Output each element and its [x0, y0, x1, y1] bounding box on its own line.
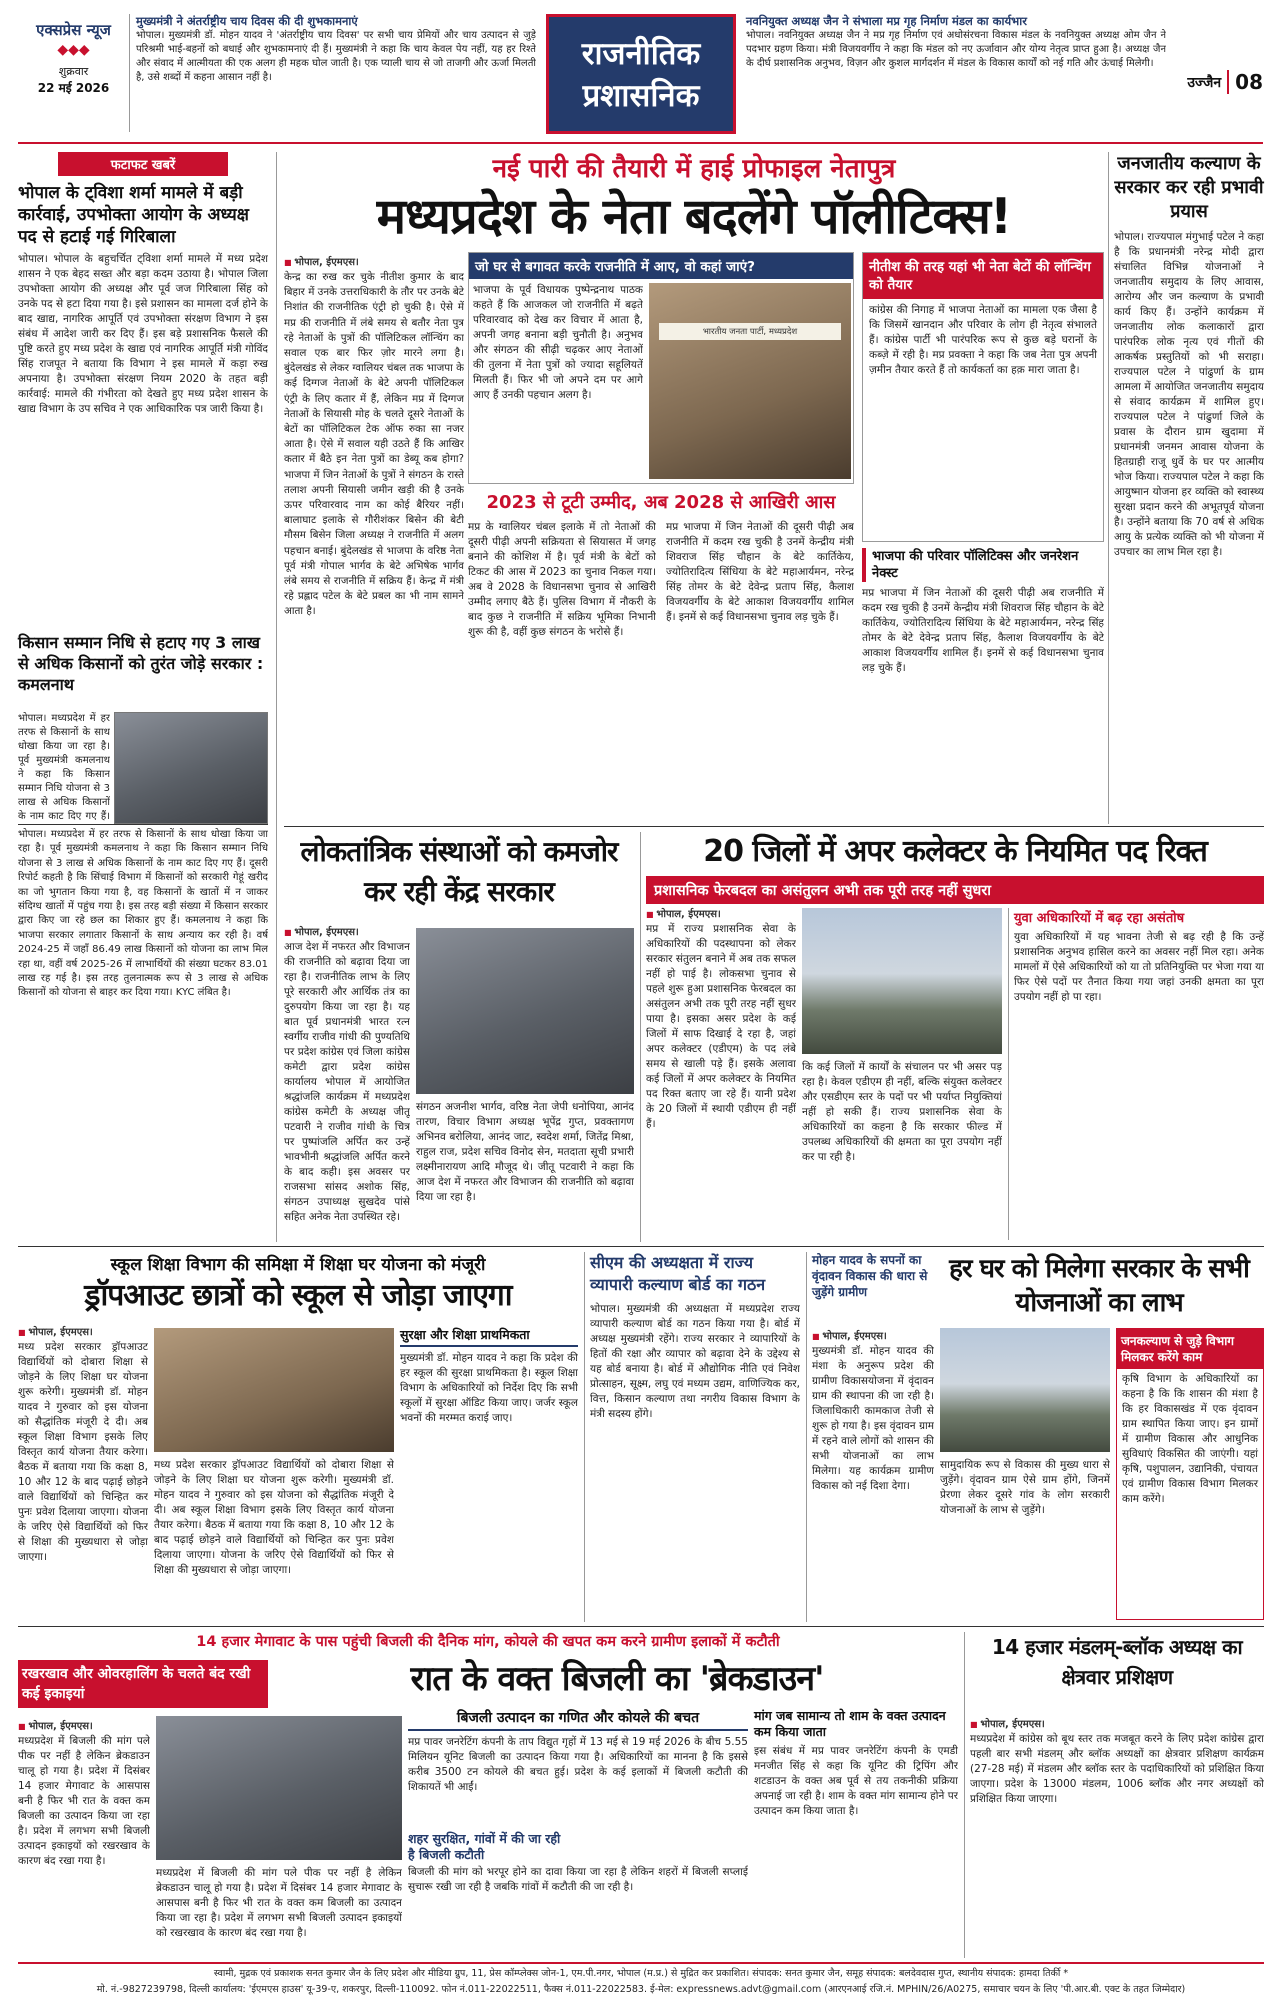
mandalam-body: मध्यप्रदेश में कांग्रेस को बूथ स्तर तक मजबूत करने के लिए प्रदेश कांग्रेस द्वारा पहली बार सभी मंडलम् और ब्लॉक अध्यक्षों का क्षेत्रवार प्रशिक्षण कार्यक्रम (27-28 मई) में मंडलम और ब्लॉक स्तर के पदाधिकारियों को प्रशिक्षित किया जाएगा। प्रदेश के 13000 मंडलम, 1006 ब्लॉक और नगर अध्यक्षों को प्रशिक्षित किया जाएगा। [970, 1733, 1264, 1805]
lead-story [284, 152, 1104, 824]
mandalam-story [970, 1632, 1264, 1958]
box-family-title: भाजपा की परिवार पॉलिटिक्स और जनरेशन नेक्स्ट [862, 548, 1104, 582]
brief-tea-day [136, 14, 536, 132]
village-box-body: कृषि विभाग के अधिकारियों का कहना है कि कि शासन की मंशा है कि हर विकासखंड में एक वृंदावन ग्राम स्थापित किया जाए। इन ग्रामों में ग्रामीण विकास और आधुनिक सुविधाएं विकसित की जाएंगी। यहां कृषि, पशुपालन, उद्यानिकी, पंचायत एवं ग्रामीण विकास विभाग मिलकर काम करेंगे। [1122, 1373, 1258, 1505]
section-title-line1: राजनीतिक [581, 36, 701, 72]
tribal-welfare-story [1114, 152, 1264, 824]
coal-box-title: बिजली उत्पादन का गणित और कोयले की बचत [408, 1708, 748, 1731]
village-headline: हर घर को मिलेगा सरकार के सभी योजनाओं का लाभ [949, 1254, 1249, 1318]
congress-body: आज देश में नफरत और विभाजन की राजनीति को बढ़ावा दिया जा रहा है। राजनीतिक लाभ के लिए पूरे सरकारी और आर्थिक तंत्र का दुरुपयोग किया जा रहा है। यह बात पूर्व प्रधानमंत्री भारत रत्न स्वर्गीय राजीव गांधी की पुण्यतिथि पर प्रदेश कांग्रेस एवं जिला कांग्रेस कमेटी द्वारा प्रदेश कांग्रेस कार्यालय भोपाल में आयोजित श्रद्धांजलि कार्यक्रम में मध्यप्रदेश कांग्रेस कमेटी के अध्यक्ष जीतू पटवारी ने राजीव गांधी के चित्र पर पुष्पांजलि अर्पित कर उन्हें भावभीनी श्रद्धांजलि अर्पित करने के बाद कही। इस अवसर पर राजसभा सांसद अशोक सिंह, संगठन उपाध्यक्ष सुखदेव पांसे सहित अनेक नेता उपस्थित रहे। [284, 941, 410, 1223]
mandalam-byline: ■ भोपाल, ईएमएस। [970, 1716, 1045, 1730]
coal-box [408, 1708, 748, 1956]
power-byline: ■ भोपाल, ईएमएस। [18, 1718, 93, 1732]
lead-headline: मध्यप्रदेश के नेता बदलेंगे पॉलीटिक्स! [376, 188, 1012, 245]
coal-box-body: मप्र पावर जनरेटिंग कंपनी के ताप विद्युत गृहों में 13 मई से 19 मई 2026 के बीच 5.55 मिलियन यूनिट बिजली का उत्पादन किया गया है। अधिकारियों का मानना है कि इससे करीब 3500 टन कोयले की बचत हुई। प्रदेश के कई इलाकों में बिजली कटौती की शिकायतें भी आईं। [408, 1736, 748, 1793]
school-kicker: स्कूल शिक्षा विभाग की समिक्षा में शिक्षा घर योजना को मंजूरी [110, 1255, 486, 1275]
tribal-body: भोपाल। राज्यपाल मंगुभाई पटेल ने कहा है कि प्रधानमंत्री नरेन्द्र मोदी द्वारा संचालित विभिन्न योजनाओं ने जनजातीय समुदाय के लिए आवास, आरोग्य और जन कल्याण के प्रभावी कार्य किए हैं। उन्होंने कार्यक्रम में जनजातीय लोक कलाकारों द्वारा पारंपरिक लोक नृत्य एवं गीतों की आकर्षक प्रस्तुतियों को भी सराहा। राज्यपाल पटेल ने पांढुर्णा के ग्राम आमला में आयोजित जनजातीय समुदाय से संवाद कार्यक्रम में शामिल हुए। राज्यपाल पटेल ने पांढुर्णा जिले के प्रवास के दौरान ग्राम खुदामा में प्रधानमंत्री जनमन आवास योजना के हितग्राही राजू धुर्वे के घर पर आत्मीय भोज किया। राज्यपाल पटेल ने कहा कि आयुष्मान योजना हर व्यक्ति को स्वास्थ्य सुरक्षा प्रदान करने की अभूतपूर्व योजना है। उन्होंने बताया कि 70 वर्ष से अधिक आयु के प्रत्येक व्यक्ति को भी योजना में उपचार का लाभ मिल रहा है। [1114, 231, 1264, 558]
box-family-body: मप्र भाजपा में जिन नेताओं की दूसरी पीढ़ी अब राजनीति में कदम रख चुकी है उनमें केन्द्रीय मंत्री शिवराज सिंह चौहान के बेटे कार्तिकेय, ज्योतिरादित्य सिंधिया के बेटे महाआर्यमन, नरेन्द्र सिंह तोमर के बेटे देवेन्द्र प्रताप सिंह, कैलाश विजयवर्गीय के बेटे आकाश विजयवर्गीय शामिल हैं। इनमें से कई विधानसभा चुनाव लड़ चुके हैं। [862, 587, 1104, 674]
tribal-headline: जनजातीय कल्याण के सरकार कर रही प्रभावी प्रयास [1114, 153, 1264, 222]
box-launching [862, 252, 1104, 542]
brief-housing-title: नवनियुक्त अध्यक्ष जैन ने संभाला मप्र गृह निर्माण मंडल का कार्यभार [746, 14, 1027, 28]
box-launching-title: नीतीश की तरह यहां भी नेता बेटों की लॉन्चिंग को तैयार [863, 253, 1103, 299]
collectorate-photo [802, 908, 1002, 1054]
congress-byline: ■ भोपाल, ईएमएस। [284, 924, 359, 938]
brief-tea-title: मुख्यमंत्री ने अंतर्राष्ट्रीय चाय दिवस की दी शुभकामनाएं [136, 14, 358, 28]
box-2028 [468, 490, 854, 830]
safety-title: सुरक्षा और शिक्षा प्राथमिकता [400, 1326, 578, 1347]
imprint-footer [18, 1966, 1264, 2002]
village-box-title: जनकल्याण से जुड़े विभाग मिलकर करेंगे काम [1117, 1329, 1263, 1369]
bjp-office-sign: भारतीय जनता पार्टी, मध्यप्रदेश [659, 323, 841, 340]
school-byline: ■ भोपाल, ईएमएस। [18, 1324, 93, 1338]
story1-headline: भोपाल के ट्विशा शर्मा मामले में बड़ी कार्रवाई, उपभोक्ता आयोग के अध्यक्ष पद से हटाई गई गिरिबाला [18, 183, 249, 247]
box-2028-title: 2023 से टूटी उम्मीद, अब 2028 से आखिरी आस [486, 492, 836, 513]
power-body: मध्यप्रदेश में बिजली की मांग पले पीक पर नहीं है लेकिन ब्रेकडाउन चालू हो गया है। प्रदेश में दिसंबर 14 हजार मेगावाट के आसपास बनी है फिर भी रात के वक्त कम बिजली का उत्पादन किया जा रहा है। प्रदेश में लगभग सभी बिजली उत्पादन इकाइयों को रखरखाव के कारण बंद रखा गया है। [18, 1735, 150, 1867]
village-byline: ■ भोपाल, ईएमएस। [812, 1328, 887, 1342]
demand-body: इस संबंध में मप्र पावर जनरेटिंग कंपनी के एमडी मनजीत सिंह से कहा कि यूनिट की ट्रिपिंग और शटडाउन के वक्त अब पूर्व से तय तकनीकी प्रक्रिया अपनाई जा रही है। शाम के वक्त मांग सामान्य होने पर उत्पादन कम किया जाता है। [754, 1745, 958, 1817]
story1-body: भोपाल। भोपाल के बहुचर्चित ट्विशा शर्मा मामले में मध्य प्रदेश शासन ने एक बेहद सख्त और बड़ा कदम उठाया है। भोपाल जिला उपभोक्ता आयोग की अध्यक्ष और पूर्व जज गिरिबाला सिंह को उनके पद से हटा दिया गया है। इसे प्रशासन का मामला दर्ज होने के बाद खाद्य, नागरिक आपूर्ति एवं उपभोक्ता संरक्षण विभाग ने इस संबंध में आदेश जारी कर दिए हैं। इस बड़े प्रशासनिक फैसले की पुष्टि करते हुए मध्य प्रदेश के खाद्य एवं नागरिक आपूर्ति मंत्री गोविंद सिंह राजपूत ने बताया कि विभाग ने इस मामले में कड़ा रुख अपनाया है। उपभोक्ता संरक्षण नियम 2020 के तहत बड़ी कार्रवाई: मामले की गंभीरता को देखते हुए मध्य प्रदेश शासन के खाद्य विभाग के उप सचिव ने एक आधिकारिक पत्र जारी किया है। [18, 253, 268, 415]
issue-date: 22 मई 2026 [37, 81, 110, 95]
imprint-line2: मो. नं.-9827239798, दिल्ली कार्यालय: 'ईएमएस हाउस' यू-39-ए, शकरपुर, दिल्ली-110092. फोन नं.011-22022511, फैक्स नं.011-22022583. ई-मेल: expressnews.advt@gmail.com (आरएनआई रजि.नं. MPHIN/26/A0275, समाचार चयन के लिए 'पी.आर.बी. एक्ट के तहत जिम्मेदार) [96, 1984, 1186, 1995]
page-number: 08 [1227, 70, 1263, 94]
trader-board-headline: सीएम की अध्यक्षता में राज्य व्यापारी कल्याण बोर्ड का गठन [590, 1253, 766, 1294]
collector-byline: ■ भोपाल, ईएमएस। [646, 906, 721, 920]
lead-kicker: नई पारी की तैयारी में हाई प्रोफाइल नेतापुत्र [492, 154, 896, 184]
brief-housing-board [746, 14, 1166, 132]
village-kicker: मोहन यादव के सपनों का वृंदावन विकास की धारा से जुड़ेंगे ग्रामीण [812, 1253, 928, 1299]
box-2028-body-b: मप्र भाजपा में जिन नेताओं की दूसरी पीढ़ी अब राजनीति में कदम रख चुकी है उनमें केन्द्रीय मंत्री शिवराज सिंह चौहान के बेटे कार्तिकेय, ज्योतिरादित्य सिंधिया के बेटे महाआर्यमन, नरेन्द्र सिंह तोमर के बेटे देवेन्द्र प्रताप सिंह, कैलाश विजयवर्गीय के बेटे आकाश विजयवर्गीय शामिल हैं। इनमें से कई विधानसभा चुनाव लड़ चुके हैं। [666, 521, 854, 623]
lead-byline: ■ भोपाल, ईएमएस। [284, 254, 359, 268]
mandalam-headline: 14 हजार मंडलम्-ब्लॉक अध्यक्ष का क्षेत्रवार प्रशिक्षण [991, 1635, 1243, 1689]
lead-body: केन्द्र का रुख कर चुके नीतीश कुमार के बाद बिहार में उनके उत्तराधिकारी के तौर पर उनके बेटे निशांत की राजनीतिक एंट्री हो चुकी है। ऐसे में मप्र की राजनीति में लंबे समय से बतौर नेता पुत्र रहे नेताओं के पुत्रों की पॉलिटिकल लॉन्चिंग का सवाल एक बार फिर ज़ोर मारने लगा है। बुंदेलखंड से लेकर ग्वालियर चंबल तक भाजपा के कई दिग्गज नेताओं के बेटे अपनी पॉलिटिकल एंट्री के लिए कतार में हैं, लेकिन मप्र में दिग्गज नेताओं के सियासी मोह के चलते दूसरे नेताओं के बेटों का पॉलिटिकल टेक ऑफ रुका सा नजर आता है। ऐसे में सवाल यही उठते हैं कि आखिर कतार में बैठे इन नेता पुत्रों का डेब्यू कब होगा? भाजपा में जिन नेताओं के पुत्रों ने संगठन के रास्ते तलाश अपनी सियासी जमीन खड़ी की है उनके ऊपर परिवारवाद नाम का कोई बैरियर नहीं। बालाघाट इलाके से गौरीशंकर बिसेन की बेटी मौसम बिसेन जिला अध्यक्ष ने राजनीति में अलग पहचान बनाई। बुंदेलखंड से भाजपा के वरिष्ठ नेता पूर्व मंत्री गोपाल भार्गव के बेटे अभिषेक भार्गव लंबे समय से राजनीति में सक्रिय हैं। केन्द्र में मंत्री रहे प्रह्लाद पटेल के बेटे प्रबल का भी नाम सामने आता है। [284, 271, 464, 618]
section-title-box [546, 14, 736, 134]
congress-story [284, 832, 634, 1242]
collector-body-2: कि कई जिलों में कार्यों के संचालन पर भी असर पड़ रहा है। केवल एडीएम ही नहीं, बल्कि संयुक्त कलेक्टर और एसडीएम स्तर के पदों पर भी पर्याप्त नियुक्तियां नहीं हो सकी हैं। राज्य प्रशासनिक सेवा के अधिकारियों का कहना है कि सरकार फील्ड में उपलब्ध अधिकारियों की क्षमता का पूरा उपयोग नहीं कर पा रही है। [802, 1061, 1002, 1163]
village-story [812, 1252, 1264, 1622]
power-strip: 14 हजार मेगावाट के पास पहुंची बिजली की दैनिक मांग, कोयले की खपत कम करने ग्रामीण इलाकों में कटौती [196, 1634, 780, 1650]
village-body: मुख्यमंत्री डॉ. मोहन यादव की मंशा के अनुरूप प्रदेश की ग्रामीण विकासयोजना में वृंदावन ग्राम की स्थापना की जा रही है। जिलाधिकारी कामकाज तेजी से शुरू हो गया है। इस वृंदावन ग्राम में रहने वाले लोगों को शासन की सभी योजनाओं का लाभ मिलेगा। यह कार्यक्रम ग्रामीण विकास को नई दिशा देगा। [812, 1345, 934, 1492]
city-cut-title: शहर सुरक्षित, गांवों में की जा रही है बिजली कटौती [408, 1831, 561, 1862]
collector-story [646, 832, 1264, 1242]
collector-strip: प्रशासनिक फेरबदल का असंतुलन अभी तक पूरी तरह नहीं सुधरा [646, 876, 1264, 904]
collector-body: मप्र में राज्य प्रशासनिक सेवा के अधिकारियों की पदस्थापना को लेकर सरकार संतुलन बनाने में अब तक सफल नहीं हो पाई है। लोकसभा चुनाव से पहले शुरू हुआ प्रशासनिक फेरबदल का असंतुलन अभी तक पूरी तरह नहीं सुधर पाया है। इसका असर प्रदेश के कई जिलों में साफ दिखाई दे रहा है, जहां अपर कलेक्टर (एडीएम) के पद लंबे समय से खाली पड़े हैं। इसके अलावा कई जिलों में अपर कलेक्टर के नियमित पद रिक्त बताए जा रहे हैं। यानी प्रदेश के 20 जिलों में स्थायी एडीएम ही नहीं हैं। [646, 923, 796, 1130]
brief-housing-body: भोपाल। नवनियुक्त अध्यक्ष जैन ने मप्र गृह निर्माण एवं अधोसंरचना विकास मंडल के नवनियुक्त अध्यक्ष ओम जैन ने पदभार ग्रहण किया। मंत्री विजयवर्गीय ने कहा कि मंडल को नए ऊर्जावान और योग्य नेतृत्व प्राप्त हुआ है। अध्यक्ष जैन के दीर्घ प्रशासनिक अनुभव, विज़न और कुशल मार्गदर्शन में मंडल के विकास कार्यों को नई गति और ऊंचाई मिलेगी। [746, 30, 1166, 69]
section-title-line2: प्रशासनिक [582, 78, 700, 114]
imprint-line1: स्वामी, मुद्रक एवं प्रकाशक सनत कुमार जैन के लिए प्रदेश और मीडिया ग्रुप, 11, प्रेस कॉम्प्लेक्स जोन-1, एम.पी.नगर, भोपाल (म.प्र.) से मुद्रित कर प्रकाशित। संपादक: सनत कुमार जैन, समूह संपादक: बलदेवदास गुप्त, स्थानीय संपादक: हामदा तिर्की * [213, 1968, 1069, 1979]
box-2028-body-a: मप्र के ग्वालियर चंबल इलाके में तो नेताओं की दूसरी पीढ़ी अपनी सक्रियता से सियासत में जगह बनाने की कोशिश में है। पूर्व मंत्री के बेटों को टिकट की आस में 2023 का चुनाव निकल गया। अब वे 2028 के विधानसभा चुनाव से आखिरी उम्मीद लगाए बैठे हैं। पुलिस विभाग में नौकरी के बाद कुछ ने राजनीति में सक्रिय भूमिका निभानी शुरू की है, वहीं कुछ संगठन के भरोसे हैं। [468, 521, 656, 638]
story2-headline: किसान सम्मान निधि से हटाए गए 3 लाख से अधिक किसानों को तुरंत जोड़े सरकार : कमलनाथ [18, 633, 264, 694]
safety-box [400, 1326, 578, 1620]
demand-box [754, 1708, 958, 1956]
box-rebels-title: जो घर से बगावत करके राजनीति में आए, वो कहां जाएं? [469, 253, 853, 279]
brief-tea-body: भोपाल। मुख्यमंत्री डॉ. मोहन यादव ने 'अंतर्राष्ट्रीय चाय दिवस' पर सभी चाय प्रेमियों और चाय उत्पादन से जुड़े परिश्रमी भाई-बहनों को बधाई और शुभकामनाएं दी हैं। मुख्यमंत्री ने कहा कि चाय केवल पेय नहीं, यह हर रिश्ते और संवाद में आत्मीयता की एक अलग ही महक घोल जाती है। एक प्याली चाय से जो ताजगी और ऊर्जा मिलती है, उसे शब्दों में कहना आसान नहीं है। [136, 30, 536, 83]
congress-headline: लोकतांत्रिक संस्थाओं को कमजोर कर रही केंद्र सरकार [300, 835, 618, 908]
left-news-column [18, 152, 268, 1242]
power-body-2: मध्यप्रदेश में बिजली की मांग पले पीक पर नहीं है लेकिन ब्रेकडाउन चालू हो गया है। प्रदेश में दिसंबर 14 हजार मेगावाट के आसपास बनी है फिर भी रात के वक्त कम बिजली का उत्पादन किया जा रहा है। प्रदेश में लगभग सभी बिजली उत्पादन इकाइयों को रखरखाव के कारण बंद रखा गया है। [156, 1867, 402, 1939]
power-side-label: रखरखाव और ओवरहालिंग के चलते बंद रखी कई इकाइयां [18, 1660, 268, 1708]
power-story [18, 1632, 958, 1958]
young-officers-title: युवा अधिकारियों में बढ़ रहा असंतोष [1014, 911, 1185, 926]
trader-board-story [590, 1252, 800, 1622]
power-headline: रात के वक्त बिजली का 'ब्रेकडाउन' [410, 1659, 824, 1699]
school-body: मध्य प्रदेश सरकार ड्रॉपआउट विद्यार्थियों को दोबारा शिक्षा से जोड़ने के लिए शिक्षा घर योजना शुरू करेगी। मुख्यमंत्री डॉ. मोहन यादव ने गुरुवार को इस योजना को सैद्धांतिक मंजूरी दे दी। अब स्कूल शिक्षा विभाग इसके लिए विस्तृत कार्य योजना तैयार करेगा। बैठक में बताया गया कि कक्षा 8, 10 और 12 के बाद पढ़ाई छोड़ने वाले विद्यार्थियों को चिन्हित कर पुनः प्रवेश दिलाया जाएगा। योजना के जरिए ऐसे विद्यार्थियों को फिर से शिक्षा की मुख्यधारा से जोड़ा जाएगा। [18, 1341, 148, 1563]
masthead [18, 14, 1263, 140]
vrindavan-village-photo [940, 1328, 1110, 1452]
story2-body-continued: भोपाल। मध्यप्रदेश में हर तरफ से किसानों के साथ धोखा किया जा रहा है। पूर्व मुख्यमंत्री कमलनाथ ने कहा कि किसान सम्मान निधि योजना से 3 लाख से अधिक किसानों के नाम काट दिए गए हैं। दूसरी रिपोर्ट कहती है कि सिंचाई विभाग में किसानों को सरकारी गेहूं खरीद का जो भुगतान किया गया है, वह किसानों के खातों में न जाकर संदिग्ध खातों में पहुंच गया है। इस तरह बड़ी संख्या में किसान सरकार द्वारा किए जा रहे छल का शिकार हुए हैं। कमलनाथ ने कहा कि भाजपा सरकार लगातार किसानों के साथ अन्याय कर रही है। वर्ष 2024-25 में जहाँ 86.49 लाख किसानों को योजना का लाभ मिल रहा था, वहीं वर्ष 2025-26 में लाभार्थियों की संख्या घटकर 83.01 लाख रह गई है। इस तरह तुलनात्मक रूप से 3 लाख से अधिक किसानों को योजना से बाहर कर दिया गया। KYC लंबित है। [18, 829, 268, 999]
patwari-photo [416, 928, 634, 1094]
collector-headline: 20 जिलों में अपर कलेक्टर के नियमित पद रिक्त [703, 834, 1207, 869]
demand-title: मांग जब सामान्य तो शाम के वक्त उत्पादन कम किया जाता [754, 1708, 946, 1739]
fatafat-label: फटाफट खबरें [58, 152, 228, 176]
box-rebels-body: भाजपा के पूर्व विधायक पुष्पेन्द्रनाथ पाठक कहते हैं कि आजकल जो राजनीति में बढ़ते परिवारवाद को देख कर विचार में आता है, अपनी जगह बनाना बड़ी चुनौती है। अनुभव और संगठन की सीढ़ी चढ़कर आए नेताओं की तुलना में नेता पुत्रों को ज्यादा सहूलियतें मिलती हैं। फिर भी जो अपने दम पर आगे आए हैं उनकी पहचान अलग है। [473, 284, 643, 401]
bjp-office-photo [649, 283, 851, 479]
classroom-photo [154, 1328, 394, 1452]
school-headline: ड्रॉपआउट छात्रों को स्कूल से जोड़ा जाएगा [84, 1278, 512, 1313]
brand-diamond-icon: ◆◆◆ [57, 42, 90, 58]
brand-name: एक्सप्रेस न्यूज [36, 21, 111, 39]
city-name: उज्जैन [1187, 74, 1222, 91]
issue-day: शुक्रवार [58, 65, 89, 78]
school-story [18, 1252, 578, 1622]
brand-box [18, 14, 130, 132]
kamalnath-photo [114, 712, 268, 824]
safety-body: मुख्यमंत्री डॉ. मोहन यादव ने कहा कि प्रदेश की हर स्कूल की सुरक्षा प्राथमिकता है। स्कूल शिक्षा विभाग के अधिकारियों को निर्देश दिए कि सभी स्कूलों में सुरक्षा ऑडिट किया जाए। जर्जर स्कूल भवनों की मरम्मत कराई जाए। [400, 1352, 578, 1424]
box-family-politics [862, 548, 1104, 830]
story2-body: भोपाल। मध्यप्रदेश में हर तरफ से किसानों के साथ धोखा किया जा रहा है। पूर्व मुख्यमंत्री कमलनाथ ने कहा कि किसान सम्मान निधि योजना से 3 लाख से अधिक किसानों के नाम काट दिए गए हैं। [18, 713, 110, 822]
school-body-2: मध्य प्रदेश सरकार ड्रॉपआउट विद्यार्थियों को दोबारा शिक्षा से जोड़ने के लिए शिक्षा घर योजना शुरू करेगी। मुख्यमंत्री डॉ. मोहन यादव ने गुरुवार को इस योजना को सैद्धांतिक मंजूरी दे दी। अब स्कूल शिक्षा विभाग इसके लिए विस्तृत कार्य योजना तैयार करेगा। बैठक में बताया गया कि कक्षा 8, 10 और 12 के बाद पढ़ाई छोड़ने वाले विद्यार्थियों को चिन्हित कर पुनः प्रवेश दिलाया जाएगा। योजना के जरिए ऐसे विद्यार्थियों को फिर से शिक्षा की मुख्यधारा से जोड़ा जाएगा। [154, 1459, 394, 1576]
village-body-2: सामुदायिक रूप से विकास की मुख्य धारा से जुड़ेंगे। वृंदावन ग्राम ऐसे ग्राम होंगे, जिनमें प्रेरणा लेकर दूसरे गांव के लोग सरकारी योजनाओं के लाभ से जुड़ेंगे। [940, 1459, 1110, 1516]
trader-board-body: भोपाल। मुख्यमंत्री की अध्यक्षता में मध्यप्रदेश राज्य व्यापारी कल्याण बोर्ड का गठन किया गया है। बोर्ड में अध्यक्ष मुख्यमंत्री रहेंगे। राज्य सरकार ने व्यापारियों के हितों की रक्षा और व्यापार को बढ़ावा देने के उद्देश्य से यह बोर्ड बनाया है। बोर्ड में औद्योगिक नीति एवं निवेश प्रोत्साहन, सूक्ष्म, लघु एवं मध्यम उद्यम, वाणिज्यिक कर, वित्त, किसान कल्याण तथा नगरीय विकास विभाग के मंत्री सदस्य होंगे। [590, 1303, 800, 1420]
box-launching-body: कांग्रेस की निगाह में भाजपा नेताओं का मामला एक जैसा है कि जिसमें खानदान और परिवार के लोग ही नेतृत्व संभालते हैं। कांग्रेस पार्टी भी पारंपरिक रूप से कुछ बड़े घरानों के कब्ज़े में रही है। मप्र प्रवक्ता ने कहा कि जब नेता पुत्र अपनी ज़मीन तैयार करते हैं तो कार्यकर्ता का हक़ मारा जाता है। [869, 304, 1097, 376]
congress-body-2: संगठन अजनीश भार्गव, वरिष्ठ नेता जेपी धनोपिया, आनंद तारण, विचार विभाग अध्यक्ष भूपेंद्र गुप्त, प्रवक्तागण अभिनव बरोलिया, आनंद जाट, स्वदेश शर्मा, जितेंद्र मिश्रा, राहुल राज, प्रदेश सचिव विनोद सेन, मतदाता सूची प्रभारी लक्ष्मीनारायण आदि मौजूद थे। जीतू पटवारी ने कहा कि आज देश में नफरत और विभाजन की राजनीति को बढ़ावा दिया जा रहा है। [416, 1101, 634, 1203]
box-rebels [468, 252, 854, 484]
village-box [1116, 1328, 1264, 1620]
young-officers-body: युवा अधिकारियों में यह भावना तेजी से बढ़ रही है कि उन्हें प्रशासनिक अनुभव हासिल करने का अवसर नहीं मिल रहा। अनेक मामलों में ऐसे अधिकारियों को या तो प्रतिनियुक्ति पर भेजा गया या फिर ऐसे पदों पर तैनात किया गया जहां उनकी क्षमता का पूरा उपयोग नहीं हो पा रहा। [1014, 931, 1264, 1003]
page-folio [1176, 70, 1263, 94]
power-plant-photo [156, 1716, 402, 1860]
city-cut-body: बिजली की मांग को भरपूर होने का दावा किया जा रहा है लेकिन शहरों में बिजली सप्लाई सुचारू रखी जा रही है जबकि गांवों में कटौती की जा रही है। [408, 1866, 748, 1893]
young-officers-box [1014, 908, 1264, 1240]
